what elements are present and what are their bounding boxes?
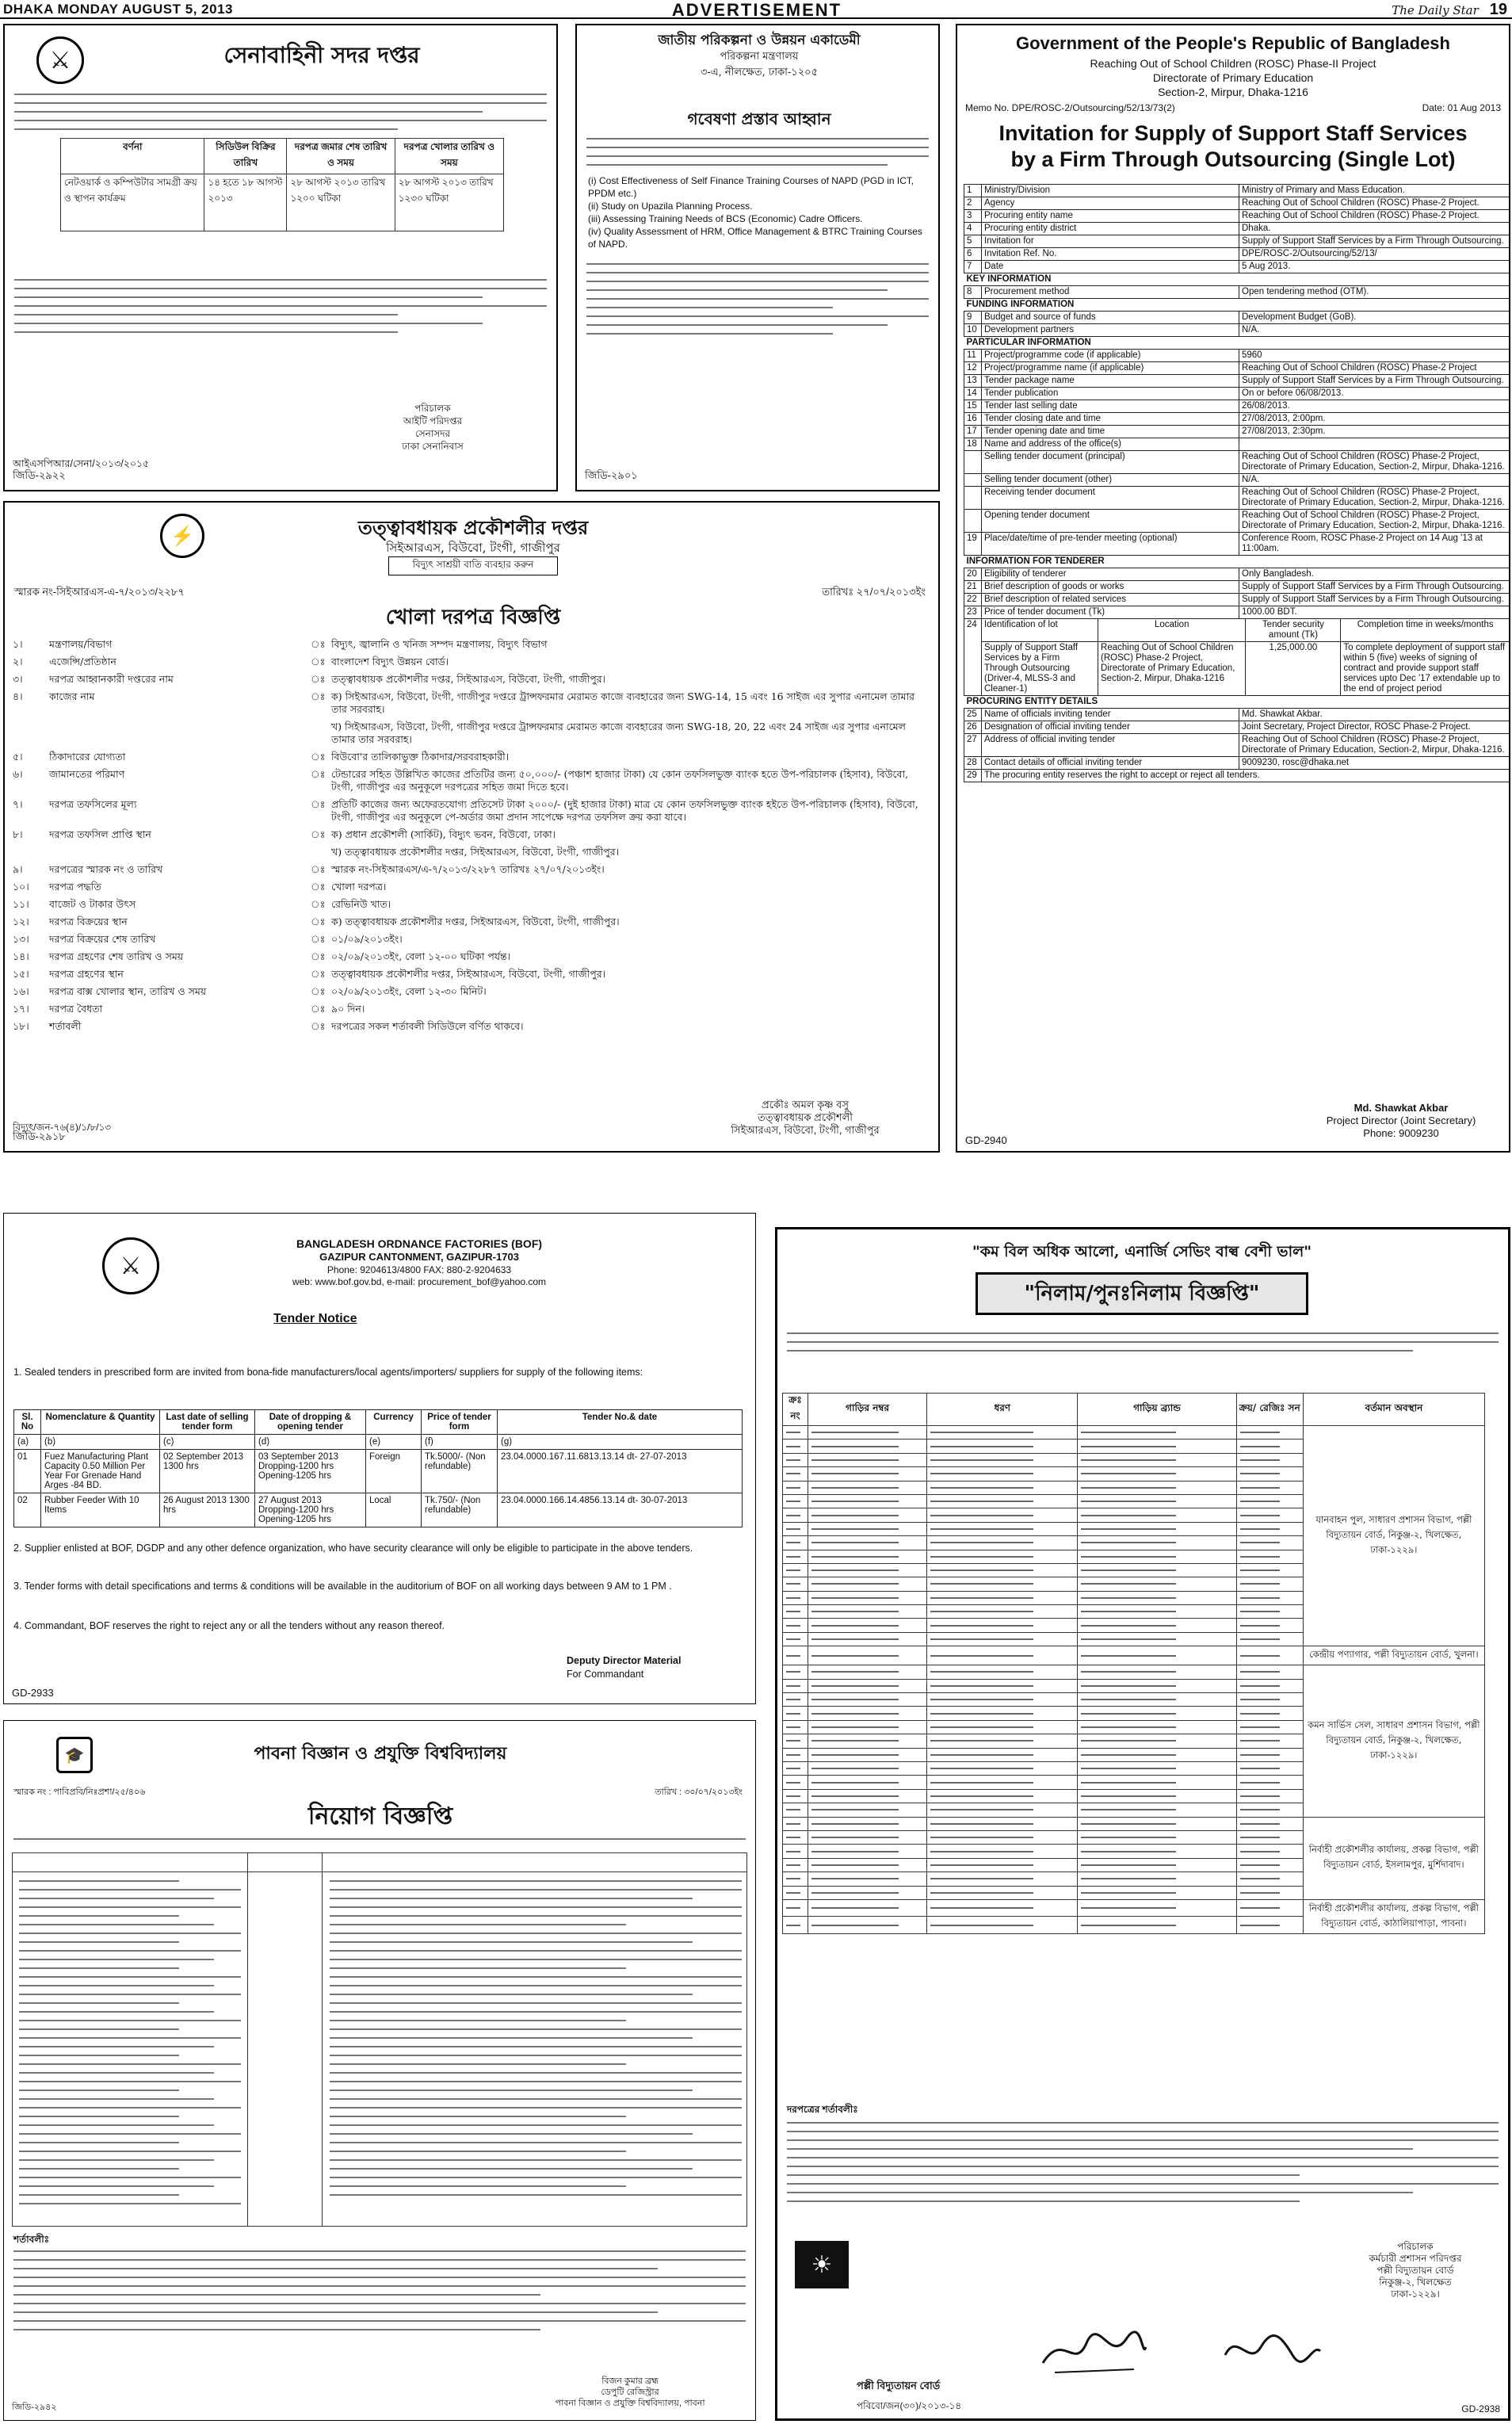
cers-open-tender-ad (3, 501, 940, 1153)
list-item: ১। মন্ত্রণালয়/বিভাগ ঃ বিদ্যুৎ, জ্বালানি ও খনিজ সম্পদ মন্ত্রণালয়, বিদ্যুৎ বিভাগ (13, 638, 548, 650)
table-row: কমন সার্ভিস সেল, সাধারণ প্রশাসন বিভাগ, পল্লী বিদ্যুতায়ন বোর্ড, নিকুঞ্জ-২, খিলক্ষেত, ঢাকা-১২২৯। (783, 1665, 1485, 1679)
pust-terms-label: শর্তাবলীঃ (13, 2234, 50, 2245)
rosc-info-table: 1 Ministry/Division Ministry of Primary and Mass Education. 2 Agency Reaching Out of School Children (ROSC) Phase-2 Project. 3 Procuring entity name Reaching Out of School Children (ROSC) Phase-2 Project. 4 Procuring entity district Dhaka. 5 Invitation for Supply of Support Staff Services by a Firm Through Outsourcing. 6 Invitation Ref. No. DPE/ROSC-2/Outsourcing/52/13/ 7 Date 5 Aug 2013. KEY INFORMATION 8 Procurement method Open tendering method (OTM). FUNDING INFORMATION 9 Budget and source of funds Development Budget (GoB). 10 Development partners N/A. PARTICULAR INFORMATION 11 Project/programme code (if applicable) 5960 12 Project/programme name (if applicable) Reaching Out of School Children (ROSC) Phase-2 Project 13 Tender package name Supply of Support Staff Services by a Firm Through Outsourcing. 14 Tender publication On or before 06/08/2013. 15 Tender last selling date 26/08/2013. 16 Tender closing date and time 27/08/2013, 2:00pm. 17 Tender opening date and time 27/08/2013, 2:30pm. 18 Name and address of the office(s) Selling tender document (principal) Reaching Out of School Children (ROSC) Phase-2 Project, Directorate of Primary Education, Section-2, Mirpur, Dhaka-1216. Selling tender document (other) N/A. Receiving tender document Reaching Out of School Children (ROSC) Phase-2 Project, Directorate of Primary Education, Section-2, Mirpur, Dhaka-1216. Opening tender document Reaching Out of School Children (ROSC) Phase-2 Project, Directorate of Primary Education, Section-2, Mirpur, Dhaka-1216. 19 Place/date/time of pre-tender meeting (optional) Conference Room, ROSC Phase-2 Project on 14 Aug '13 at 11:00am. INFORMATION FOR TENDERER 20 Eligibility of tenderer Only Bangladesh. 21 Brief description of goods or works Supply of Support Staff Services by a Firm Through Outsourcing. 22 Brief description of related services Supply of Support Staff Services by a Firm Through Outsourcing. 23 Price of tender document (Tk) 1000.00 BDT. 24 Identification of lot Location Tender security amount (Tk) Completion time in weeks/months Supply of Support Staff Services by a Firm Through Outsourcing (Driver-4, MLSS-3 and Cleaner-1) Reaching Out of School Children (ROSC) Phase-2 Project, Directorate of Primary Education, Section-2, Mirpur, Dhaka-1216 1,25,000.00 To complete deployment of support staff within 5 (five) weeks of signing of contract and provide support staff services upto Dec '17 extendable up to the end of project period PROCURING ENTITY DETAILS 25 Name of officials inviting tender Md. Shawkat Akbar. 26 Designation of official inviting tender Joint Secretary, Project Director, ROSC Phase-2 Project. 27 Address of official inviting tender Reaching Out of School Children (ROSC) Phase-2 Project, Directorate of Primary Education, Section-2, Mirpur, Dhaka-1216. 28 Contact details of official inviting tender 9009230, rosc@dhaka.net 29 The procuring entity reserves the right to accept or reject all tenders. (964, 184, 1510, 782)
rosc-directorate: Directorate of Primary Education (1152, 71, 1314, 84)
table-row: 22 Brief description of related services Supply of Support Staff Services by a Firm Through Outsourcing. (964, 594, 1510, 606)
bof-tender-ad (3, 1213, 756, 1704)
rosc-gov-header: Government of the People's Republic of Bangladesh (1016, 33, 1450, 53)
list-item: ১০। দরপত্র পদ্ধতি ঃ খোলা দরপত্র। (13, 881, 387, 893)
napd-org-name: জাতীয় পরিকল্পনা ও উন্নয়ন একাডেমী (658, 32, 861, 48)
rosc-project-name: Reaching Out of School Children (ROSC) Phase-II Project (1090, 57, 1376, 70)
table-row: 23 Price of tender document (Tk) 1000.00 BDT. (964, 606, 1510, 619)
cers-date: তারিখঃ ২৭/০৭/২০১৩ইং (822, 586, 926, 598)
bof-para-3: 3. Tender forms with detail specifications and terms & conditions will be available in the auditorium of BOF on all working days between 9 AM to 1 PM . (13, 1581, 672, 1592)
list-item: ১২। দরপত্র বিক্রয়ের স্থান ঃ ক) তত্ত্বাবধায়ক প্রকৌশলীর দপ্তর, সিইআরএস, বিউবো, টংগী, গাজীপুর। (13, 916, 620, 927)
bof-para-2: 2. Supplier enlisted at BOF, DGDP and any other defence organization, who have security clearance will only be eligible to participate in the above tenders. (13, 1543, 693, 1554)
list-item: ১৩। দরপত্র বিক্রয়ের শেষ তারিখ ঃ ০১/০৯/২০১৩ইং। (13, 933, 403, 945)
reb-conditions-label: দরপত্রের শর্তাবলীঃ (787, 2104, 858, 2115)
list-item: ১৭। দরপত্র বৈধতা ঃ ৯০ দিন। (13, 1003, 365, 1015)
table-row: 9 Budget and source of funds Development Budget (GoB). (964, 312, 1510, 324)
bof-notice-title: Tender Notice (273, 1312, 357, 1325)
napd-ministry: পরিকল্পনা মন্ত্রণালয় (720, 51, 799, 63)
rosc-memo-no: Memo No. DPE/ROSC-2/Outsourcing/52/13/73(2) (965, 102, 1175, 113)
reb-notice-title: "নিলাম/পুনঃনিলাম বিজ্ঞপ্তি" (976, 1272, 1308, 1315)
bpdb-logo-icon: ⚡ (160, 514, 204, 558)
table-row: 16 Tender closing date and time 27/08/2013, 2:00pm. (964, 413, 1510, 426)
reb-vehicle-table: ক্রঃ নং গাড়ির নম্বর ধরণ গাড়িয় ব্র্যান্ড ক্রয়/ রেজিঃ সন বর্তমান অবস্থান যানবাহন পুল, সাধারণ প্রশাসন বিভাগ, পল্লী বিদ্যুতায়ন বোর্ড, নিকুঞ্জ-২, খিলক্ষেত, ঢাকা-১২২৯। কেন্দ্রীয় পণ্যাগার, পল্লী বিদ্যুতায়ন বোর্ড, খুলনা। কমন সার্ভিস সেল, সাধারণ প্রশাসন বিভাগ, পল্লী বিদ্যুতায়ন বোর্ড, নিকুঞ্জ-২, খিলক্ষেত, ঢাকা-১২২৯। নির্বাহী প্রকৌশলীর কার্যালয়, প্রকল্প বিভাগ, পল্লী বিদ্যুতায়ন বোর্ড, ইসলামপুর, মুর্শিদাবাদ। নির্বাহী প্রকৌশলীর কার্যালয়, প্রকল্প বিভাগ, পল্লী বিদ্যুতায়ন বোর্ড, কাঠালিয়াপাড়া, পাবনা। (782, 1393, 1485, 1934)
energy-saving-slogan: বিদ্যুৎ সাশ্রয়ী বাতি ব্যবহার করুন (388, 556, 558, 575)
table-row: 3 Procuring entity name Reaching Out of School Children (ROSC) Phase-2 Project. (964, 210, 1510, 223)
pust-memo-no: স্মারক নং : পাবিপ্রবি/নিঃপ্রশা/২৫/৪০৬ (13, 1787, 146, 1797)
list-item: ১৬। দরপত্র বাক্স খোলার স্থান, তারিখ ও সময় ঃ ০২/০৯/২০১৩ইং, বেলা ১২-৩০ মিনিট। (13, 985, 487, 997)
army-ad-signature: পরিচালক আইটি পরিদপ্তর সেনাসদর ঢাকা সেনানিবাস (402, 403, 464, 452)
table-row: 10 Development partners N/A. (964, 324, 1510, 337)
bof-para-1: 1. Sealed tenders in prescribed form are invited from bona-fide manufacturers/local agents/importers/ suppliers for supply of the following items: (13, 1367, 643, 1378)
table-row: 02 Rubber Feeder With 10 Items 26 August 2013 1300 hrs 27 August 2013 Dropping-1200 hrs Opening-1205 hrs Local Tk.750/- (Non refundable) 23.04.0000.166.14.4856.13.14 dt- 30-07-2013 (14, 1493, 743, 1527)
table-row: 15 Tender last selling date 26/08/2013. (964, 400, 1510, 413)
pust-logo-icon: 🎓 (56, 1737, 93, 1773)
cers-notice-title: খোলা দরপত্র বিজ্ঞপ্তি (385, 606, 561, 629)
army-hq-ad (3, 24, 558, 491)
bof-para-4: 4. Commandant, BOF reserves the right to reject any or all the tenders without any reason thereof. (13, 1620, 445, 1631)
list-item: ৯। দরপত্রের স্মারক নং ও তারিখ ঃ স্মারক নং-সিইআরএস/এ-৭/২০১৩/২২৮৭ তারিখঃ ২৭/০৭/২০১৩ইং। (13, 863, 605, 875)
army-ad-body-text (14, 94, 547, 137)
table-row: 01 Fuez Manufacturing Plant Capacity 0.50 Million Per Year For Grenade Hand Arges -84 BD. 02 September 2013 1300 hrs 03 September 2013 Dropping-1200 hrs Opening-1205 hrs Foreign Tk.5000/- (Non refundable) 23.04.0000.167.11.6813.13.14 dt- 27-07-2013 (14, 1450, 743, 1493)
table-row: যানবাহন পুল, সাধারণ প্রশাসন বিভাগ, পল্লী বিদ্যুতায়ন বোর্ড, নিকুঞ্জ-২, খিলক্ষেত, ঢাকা-১২২৯। (783, 1426, 1485, 1439)
rosc-ad-gd: GD-2940 (965, 1134, 1007, 1146)
army-ad-conditions (14, 279, 547, 340)
page-masthead (0, 0, 1512, 19)
issue-dateline: DHAKA MONDAY AUGUST 5, 2013 (3, 2, 233, 17)
pust-intro-text (13, 1838, 746, 1847)
newspaper-name: The Daily Star 19 (1392, 1, 1507, 18)
list-item: ২। এজেন্সি/প্রতিষ্ঠান ঃ বাংলাদেশ বিদ্যুৎ উন্নয়ন বোর্ড। (13, 656, 449, 667)
table-row: 21 Brief description of goods or works Supply of Support Staff Services by a Firm Through Outsourcing. (964, 581, 1510, 594)
table-row: 5 Invitation for Supply of Support Staff Services by a Firm Through Outsourcing. (964, 235, 1510, 248)
cers-office-name: তত্ত্বাবধায়ক প্রকৌশলীর দপ্তর (357, 516, 589, 539)
table-row: 17 Tender opening date and time 27/08/2013, 2:30pm. (964, 426, 1510, 438)
army-ad-gd: জিডি-২৯২২ (13, 469, 66, 481)
reb-ad-gd: GD-2938 (1461, 2403, 1500, 2414)
pust-signature: বিজন কুমার ব্রহ্ম ডেপুটি রেজিস্ট্রার পাবনা বিজ্ঞান ও প্রযুক্তি বিশ্ববিদ্যালয়, পাবনা (555, 2376, 705, 2408)
bof-ad-gd: GD-2933 (12, 1687, 54, 1699)
table-row: Opening tender document Reaching Out of School Children (ROSC) Phase-2 Project, Directorate of Primary Education, Section-2, Mirpur, Dhaka-1216. (964, 510, 1510, 533)
table-row: 25 Name of officials inviting tender Md. Shawkat Akbar. (964, 709, 1510, 721)
cers-memo-no: স্মারক নং-সিইআরএস-এ-৭/২০১৩/২২৮৭ (14, 586, 185, 598)
table-row: 1 Ministry/Division Ministry of Primary and Mass Education. (964, 185, 1510, 197)
reb-logo-icon: ☀ (795, 2241, 849, 2288)
list-item: ৩। দরপত্র আহ্বানকারী দপ্তরের নাম ঃ তত্ত্বাবধায়ক প্রকৌশলীর দপ্তর, সিইআরএস, বিউবো, টংগী, গাজীপুর। (13, 673, 606, 685)
bof-signature: Deputy Director Material For Commandant (567, 1655, 682, 1680)
napd-ad-gd: জিডি-২৯০১ (585, 469, 638, 481)
pust-terms-text (13, 2250, 746, 2338)
reb-slogan-banner: "কম বিল অধিক আলো, এনার্জি সেভিং বাল্ব বেশী ভাল" (972, 1243, 1312, 1260)
reb-signature-scribble-2 (1221, 2323, 1324, 2379)
table-row: 11 Project/programme code (if applicable) 5960 (964, 350, 1510, 362)
table-row: 4 Procuring entity district Dhaka. (964, 223, 1510, 235)
pust-ad-gd: জিডি-২৯৪২ (12, 2403, 57, 2412)
napd-intro-text (586, 138, 929, 173)
bof-org-name: BANGLADESH ORDNANCE FACTORIES (BOF) (296, 1237, 543, 1250)
table-row: 14 Tender publication On or before 06/08/2013. (964, 388, 1510, 400)
table-row: নির্বাহী প্রকৌশলীর কার্যালয়, প্রকল্প বিভাগ, পল্লী বিদ্যুতায়ন বোর্ড, ইসলামপুর, মুর্শিদাবাদ। (783, 1817, 1485, 1830)
cers-signature: প্রকৌঃ অমল কৃষ্ণ বসু তত্ত্বাবধায়ক প্রকৌশলী সিইআরএস, বিউবো, টংগী, গাজীপুর (731, 1099, 880, 1136)
pust-positions-table (12, 1852, 747, 2227)
table-row: 20 Eligibility of tenderer Only Bangladesh. (964, 568, 1510, 581)
cers-gd-ref: বিদ্যুৎ/জন-৭৬(৪)/১/৮/১৩ (13, 1122, 112, 1133)
pust-recruitment-ad (3, 1720, 756, 2421)
bof-items-table: Sl. No Nomenclature & Quantity Last date of selling tender form Date of dropping & opening tender Currency Price of tender form Tender No.& date (a) (b) (c) (d) (e) (f) (g) 01 Fuez Manufacturing Plant Capacity 0.50 Million Per Year For Grenade Hand Arges -84 BD. 02 September 2013 1300 hrs 03 September 2013 Dropping-1200 hrs Opening-1205 hrs Foreign Tk.5000/- (Non refundable) 23.04.0000.167.11.6813.13.14 dt- 27-07-2013 02 Rubber Feeder With 10 Items 26 August 2013 1300 hrs 27 August 2013 Dropping-1200 hrs Opening-1205 hrs Local Tk.750/- (Non refundable) 23.04.0000.166.14.4856.13.14 dt- 30-07-2013 (13, 1409, 743, 1527)
pust-university-name: পাবনা বিজ্ঞান ও প্রযুক্তি বিশ্ববিদ্যালয় (254, 1743, 507, 1764)
rosc-date: Date: 01 Aug 2013 (1422, 102, 1501, 113)
list-item: ১৮। শর্তাবলী ঃ দরপত্রের সকল শর্তাবলী সিডিউলে বর্ণিত থাকবে। (13, 1020, 524, 1032)
list-item: খ) সিইআরএস, বিউবো, টংগী, গাজীপুর দপ্তরে ট্রান্সফরমার মেরামত কাজে ব্যবহারের জন্য SWG-18, 20, 22 এবং 24 সাইজ এর সুপার এনামেল তামার তার সরবরাহ। (331, 721, 906, 745)
table-row: 28 Contact details of official inviting tender 9009230, rosc@dhaka.net (964, 757, 1510, 770)
reb-conditions-text (787, 2122, 1499, 2209)
bof-crest-icon: ⚔ (102, 1237, 159, 1294)
napd-address: ৩-এ, নীলক্ষেত, ঢাকা-১২০৫ (700, 67, 819, 78)
list-item: ১১। বাজেট ও টাকার উৎস ঃ রেভিনিউ খাত। (13, 898, 391, 910)
napd-subtitle: গবেষণা প্রস্তাব আহ্বান (687, 109, 831, 128)
list-item: ১৫। দরপত্র গ্রহণের স্থান ঃ তত্ত্বাবধায়ক প্রকৌশলীর দপ্তর, সিইআরএস, বিউবো, টংগী, গাজীপুর। (13, 968, 606, 980)
rosc-tender-ad (956, 24, 1510, 1153)
page-number: 19 (1489, 1, 1507, 18)
table-row: Receiving tender document Reaching Out of School Children (ROSC) Phase-2 Project, Directorate of Primary Education, Section-2, Mirpur, Dhaka-1216. (964, 487, 1510, 510)
table-row: নির্বাহী প্রকৌশলীর কার্যালয়, প্রকল্প বিভাগ, পল্লী বিদ্যুতায়ন বোর্ড, কাঠালিয়াপাড়া, পাবনা। (783, 1899, 1485, 1917)
pust-date: তারিখ : ৩০/০৭/২০১৩ইং (655, 1787, 743, 1797)
reb-signature: পরিচালক কর্মচারী প্রশাসন পরিদপ্তর পল্লী বিদ্যুতায়ন বোর্ড নিকুঞ্জ-২, খিলক্ষেত ঢাকা-১২২৯। (1369, 2241, 1462, 2300)
napd-details-text (586, 263, 929, 342)
cers-tender-details (13, 636, 932, 1035)
rosc-signature: Md. Shawkat Akbar Project Director (Joint Secretary) Phone: 9009230 (1326, 1102, 1476, 1139)
napd-ad (575, 24, 940, 491)
table-row: 27 Address of official inviting tender Reaching Out of School Children (ROSC) Phase-2 Project, Directorate of Primary Education, Section-2, Mirpur, Dhaka-1216. (964, 734, 1510, 757)
napd-research-topics: (i) Cost Effectiveness of Self Finance Training Courses of NAPD (PGD in ICT, PPDM etc.) (ii) Study on Upazila Planning Process. (iii) Assessing Training Needs of BCS (Economic) Cadre Officers. (iv) Quality Assessment of HRM, Office Management & BTRC Training Courses of NAPD. (588, 175, 922, 250)
table-row: 18 Name and address of the office(s) (964, 438, 1510, 451)
table-row: 19 Place/date/time of pre-tender meeting (optional) Conference Room, ROSC Phase-2 Project on 14 Aug '13 at 11:00am. (964, 533, 1510, 556)
reb-memo-no: পবিবো/জন(৩০)/২০১৩-১৪ (857, 2400, 962, 2411)
cers-address: সিইআরএস, বিউবো, টংগী, গাজীপুর (386, 541, 560, 555)
rosc-address: Section-2, Mirpur, Dhaka-1216 (1158, 86, 1308, 98)
army-schedule-table: বর্ণনা সিডিউল বিক্রির তারিখ দরপত্র জমার শেষ তারিখ ও সময় দরপত্র খোলার তারিখ ও সময় নেটওয়ার্ক ও কম্পিউটার সামগ্রী ক্রয় ও স্থাপন কার্যক্রম ১৪ হতে ১৮ আগস্ট ২০১৩ ২৮ আগস্ট ২০১৩ তারিখ ১২০০ ঘটিকা ২৮ আগস্ট ২০১৩ তারিখ ১২৩০ ঘটিকা (60, 138, 504, 231)
reb-intro-text (787, 1332, 1499, 1359)
reb-auction-ad (775, 1227, 1510, 2421)
rosc-lot-table: Identification of lot Location Tender security amount (Tk) Completion time in weeks/months Supply of Support Staff Services by a Firm Through Outsourcing (Driver-4, MLSS-3 and Cleaner-1) Reaching Out of School Children (ROSC) Phase-2 Project, Directorate of Primary Education, Section-2, Mirpur, Dhaka-1216 1,25,000.00 To complete deployment of support staff within 5 (five) weeks of signing of contract and provide support staff services upto Dec '17 extendable up to the end of project period (982, 619, 1510, 695)
table-row: 8 Procurement method Open tendering method (OTM). (964, 286, 1510, 299)
table-row: 2 Agency Reaching Out of School Children (ROSC) Phase-2 Project. (964, 197, 1510, 210)
pust-notice-title: নিয়োগ বিজ্ঞপ্তি (307, 1803, 453, 1830)
bof-address: GAZIPUR CANTONMENT, GAZIPUR-1703 (319, 1251, 519, 1263)
table-row: 7 Date 5 Aug 2013. (964, 261, 1510, 273)
army-ad-ref: আইএসপিআর/সেনা/২০১৩/২০১৫ (13, 458, 150, 469)
list-item: ৬। জামানতের পরিমাণ ঃ টেন্ডারের সহিত উল্লিখিত কাজের প্রতিটির জন্য ৫০,০০০/- (পঞ্চাশ হাজার টাকা) যে কোন তফসিলভুক্ত ব্যাংক হতে উপ-পরিচালক (হিসাব), বিউবো, টংগী, গাজীপুর এর অনুকূলে দরপত্রের সহিত জমা দিতে হবে। (13, 768, 909, 793)
list-item: ৮। দরপত্র তফসিল প্রাপ্তি স্থান ঃ ক) প্রধান প্রকৌশলী (সার্কিট), বিদ্যুৎ ভবন, বিউবো, ঢাকা। (13, 828, 556, 840)
list-item: ৪। কাজের নাম ঃ ক) সিইআরএস, বিউবো, টংগী, গাজীপুর দপ্তরে ট্রান্সফরমার মেরামত কাজে ব্যবহারের জন্য SWG-14, 15 এবং 16 সাইজ এর সুপার এনামেল তামার তার সরবরাহ। (13, 690, 914, 715)
table-row: 26 Designation of official inviting tender Joint Secretary, Project Director, ROSC Phase-2 Project. (964, 721, 1510, 734)
reb-board-name: পল্লী বিদ্যুতায়ন বোর্ড (857, 2380, 941, 2392)
rosc-title: Invitation for Supply of Support Staff Services by a Firm Through Outsourcing (Single Lot) (998, 121, 1468, 171)
table-row: কেন্দ্রীয় পণ্যাগার, পল্লী বিদ্যুতায়ন বোর্ড, খুলনা। (783, 1646, 1485, 1665)
bof-phone: Phone: 9204613/4800 FAX: 880-2-9204633 (326, 1264, 512, 1275)
list-item: ৭। দরপত্র তফসিলের মূল্য ঃ প্রতিটি কাজের জন্য অফেরতযোগ্য প্রতিসেট টাকা ২০০০/- (দুই হাজার টাকা) মাত্র যে কোন তফসিলভুক্ত ব্যাংক হইতে উপ-পরিচালক (হিসাব), বিউবো, টংগী, গাজীপুর এর অনুকূলে পে-অর্ডার জমা প্রদান সাপেক্ষে দরপত্র তফসিল ক্রয় করা যাবে। (13, 798, 918, 823)
cers-ad-gd: জিডি-২৯১৮ (13, 1130, 66, 1142)
reb-signature-scribble (1039, 2323, 1150, 2379)
table-row: Selling tender document (principal) Reaching Out of School Children (ROSC) Phase-2 Project, Directorate of Primary Education, Section-2, Mirpur, Dhaka-1216. (964, 451, 1510, 474)
table-row: 12 Project/programme name (if applicable) Reaching Out of School Children (ROSC) Phase-2 Project (964, 362, 1510, 375)
table-row: Selling tender document (other) N/A. (964, 474, 1510, 487)
bof-web: web: www.bof.gov.bd, e-mail: procurement_bof@yahoo.com (292, 1276, 547, 1287)
table-row: 13 Tender package name Supply of Support Staff Services by a Firm Through Outsourcing. (964, 375, 1510, 388)
list-item: খ) তত্ত্বাবধায়ক প্রকৌশলীর দপ্তর, সিইআরএস, বিউবো, টংগী, গাজীপুর। (331, 846, 620, 858)
section-label: ADVERTISEMENT (671, 0, 842, 20)
list-item: ১৪। দরপত্র গ্রহণের শেষ তারিখ ও সময় ঃ ০২/০৯/২০১৩ইং, বেলা ১২-০০ ঘটিকা পর্যন্ত। (13, 950, 511, 962)
table-row: 6 Invitation Ref. No. DPE/ROSC-2/Outsourcing/52/13/ (964, 248, 1510, 261)
army-ad-title: সেনাবাহিনী সদর দপ্তর (223, 42, 420, 68)
list-item: ৫। ঠিকাদারের যোগ্যতা ঃ বিউবো'র তালিকাভুক্ত ঠিকাদার/সরবরাহকারী। (13, 751, 510, 763)
army-crest-icon: ⚔ (36, 36, 84, 84)
